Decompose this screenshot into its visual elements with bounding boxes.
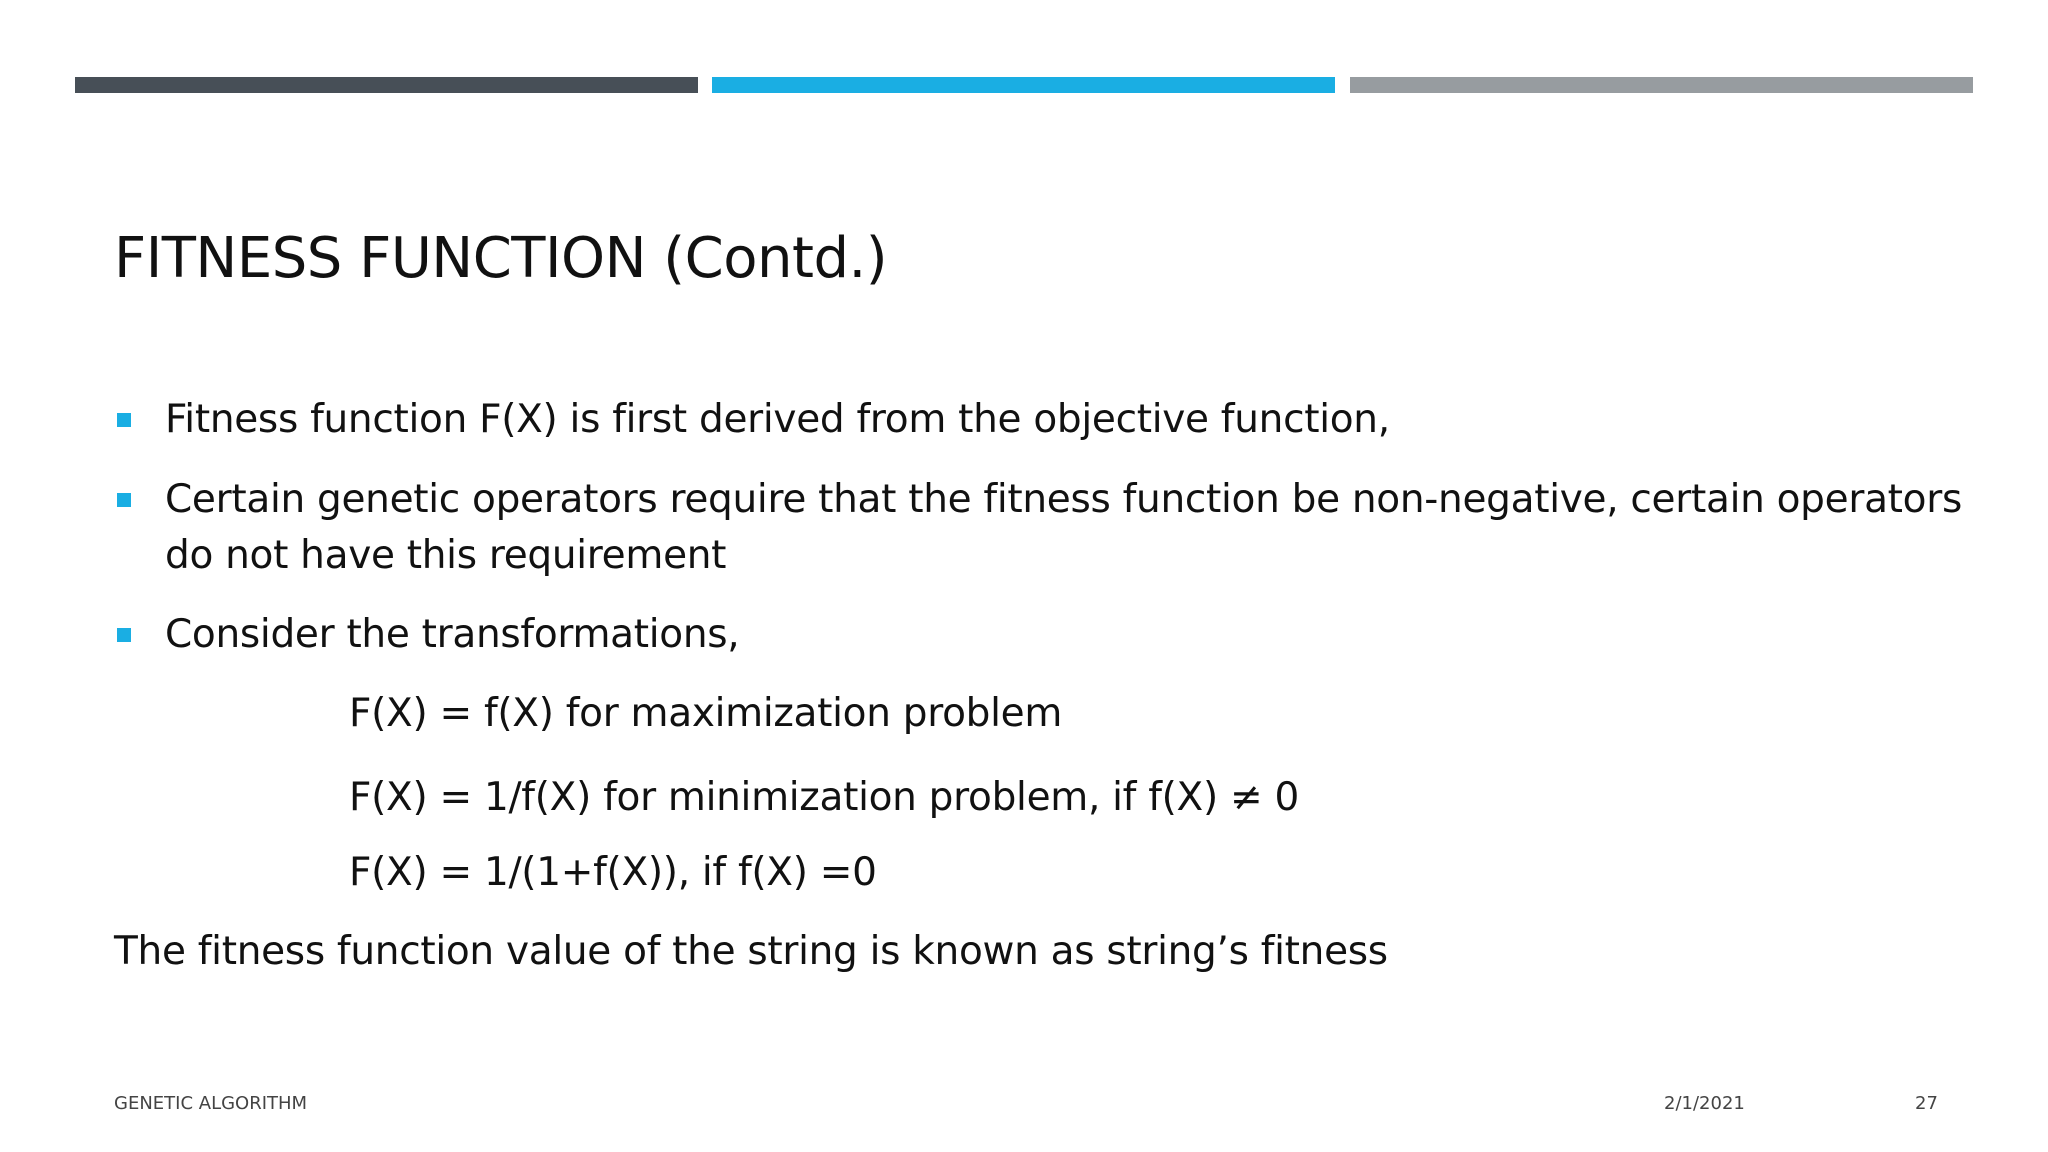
header-bar-dark <box>75 77 698 93</box>
footer-date: 2/1/2021 <box>1664 1093 1745 1114</box>
bullet-text: Certain genetic operators require that the fitness function be non-negative, certain operators do not have this requirement <box>165 477 1962 578</box>
bullet-item <box>114 472 2005 584</box>
header-bar-accent <box>712 77 1335 93</box>
bullet-square-icon <box>117 628 131 642</box>
bullet-square-icon <box>117 413 131 427</box>
formula-minimization: F(X) = 1/f(X) for minimization problem, if f(X) ≠ 0 <box>349 775 1299 820</box>
closing-text: The fitness function value of the string is known as string’s fitness <box>114 929 1388 974</box>
slide-title: FITNESS FUNCTION (Contd.) <box>114 226 888 291</box>
footer-page-number: 27 <box>1915 1093 1938 1114</box>
bullet-square-icon <box>117 493 131 507</box>
bullet-text: Fitness function F(X) is first derived from the objective function, <box>165 397 1390 442</box>
footer-title: GENETIC ALGORITHM <box>114 1093 308 1114</box>
header-bar-gray <box>1350 77 1973 93</box>
bullet-item <box>114 392 2005 448</box>
bullet-item <box>114 607 2005 663</box>
formula-maximization: F(X) = f(X) for maximization problem <box>349 691 1063 736</box>
bullet-text: Consider the transformations, <box>165 612 740 657</box>
formula-zero-case: F(X) = 1/(1+f(X)), if f(X) =0 <box>349 850 877 895</box>
